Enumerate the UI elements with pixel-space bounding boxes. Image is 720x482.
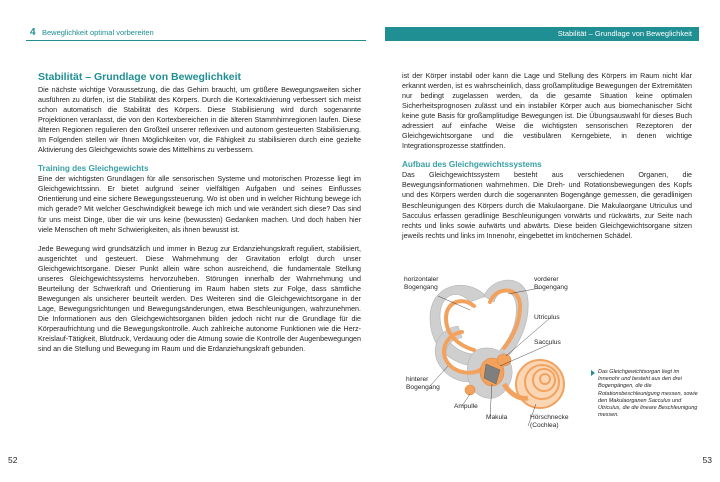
caption-arrow-icon <box>591 370 595 376</box>
label-ampulle: Ampulle <box>454 403 478 410</box>
paragraph: Die nächste wichtige Voraussetzung, die das Gehirn braucht, um größere Bewegungsweiten sicher ausführen zu dürfen, ist die Stabilität des Körpers. Durch die Kortexaktivierung verbessert sich meist schon automatisch die Stabilität des Körpers. Diese Stabilisierung wird durch sogenannte Projektionen veranlasst, die von den Kortexbereichen in die älteren Stammhirnregionen laufen. Diese älteren Regionen regulieren den Großteil unserer reflexiven und autonom gesteuerten Stabilisierung. Im Folgenden stellen wir Ihnen Möglichkeiten vor, die Fähigkeit zu stabilisieren durch eine gezielte Aktivierung des Gleichgewichts sowie des Mittelhirns zu verbessern. <box>38 86 361 155</box>
main-heading: Stabilität – Grundlage von Beweglichkeit <box>38 71 242 83</box>
section-title: Stabilität – Grundlage von Beweglichkeit <box>557 29 692 38</box>
page-number-left: 52 <box>8 455 18 465</box>
running-header-left <box>26 27 366 41</box>
label-hinterer-bogengang: hinterer Bogengang <box>406 376 440 391</box>
subheading-aufbau: Aufbau des Gleichgewichtssystems <box>402 160 542 170</box>
figure-caption <box>598 369 698 419</box>
subheading-training: Training des Gleichgewichts <box>38 164 149 174</box>
chapter-title: Beweglichkeit optimal vorbereiten <box>42 28 154 37</box>
chapter-number: 4 <box>30 27 36 38</box>
label-vorderer-bogengang: vorderer Bogengang <box>534 276 568 291</box>
caption-text: Das Gleichgewichtsorgan liegt im Innenohr und besteht aus den drei Bogengängen, die die Rotationsbeschleunigung messen, sowie den Makulaorganen Sacculus und Utriculus, die die lineare Beschleunigung messen. <box>598 369 698 419</box>
right-page-text <box>402 71 692 241</box>
label-utriculus: Utriculus <box>534 314 560 321</box>
paragraph: Eine der wichtigsten Grundlagen für alle sensorischen Systeme und motorischen Prozesse liegt im Gleichgewichtssinn. Er bietet aufgrund seiner vielfältigen Aufgaben und seines Einflusses Orientierung und eine sichere Bewegungssteuerung. Wo ist oben und in welcher Richtung bewege ich mich gerade? Mit welcher Geschwindigkeit bewege ich mich und wie verändert sich diese? Das sind für uns meist Dinge, über die wir uns keine (bewussten) Gedanken machen. Und doch haben hier viele Menschen oft mehr Schwierigkeiten, als ihnen bewusst ist. <box>38 175 361 234</box>
running-header-right <box>385 27 699 41</box>
label-makula: Makula <box>486 414 508 421</box>
paragraph: Jede Bewegung wird grundsätzlich und immer in Bezug zur Erdanziehungskraft reguliert, stabilisiert, ausgerichtet und gesteuert. Diese Wahrnehmung der Gravitation erfolgt durch unser Gleichgewichtsorgane. Dieser Punkt allein wäre schon ausreichend, die fundamentale Stellung unseres Gleichgewichtssystems hervorzuheben. Störungen innerhalb der Wahrnehmung und Beurteilung der Schwerkraft und Orientierung im Raum haben stets zur Folge, dass sämtliche Bewegungen als unsicherer beurteilt werden. Des Weiteren sind die Gleichgewichtsorgane in der Lage, Bewegungsrichtungen und Bewegungsänderungen, etwa Beschleunigungen, wahrzunehmen. Die Informationen aus den Gleichgewichtsorganen bilden jedoch nicht nur die Grundlage für die Körperaufrichtung und die Bewegungskontrolle. Auch zahlreiche autonome Funktionen wie die Herz-Kreislauf-Tätigkeit, Blutdruck, Verdauung oder die Atmung sowie die Kontrolle der Augenbewegungen sind an die Stellung und Bewegung im Raum und die Erdanziehungskraft gebunden. <box>38 244 361 354</box>
page-number-right: 53 <box>702 455 712 465</box>
paragraph: Das Gleichgewichtssystem besteht aus verschiedenen Organen, die Bewegungsinformationen wahrnehmen. Die Dreh- und Rotationsbewegungen des Kopfs und des Körpers werden durch die sogenannten Bogengänge gemessen, die geradlinigen Beschleunigungen des Körpers durch die Makulaorgane. Die Makulaorgane Utriculus und Sacculus erfassen geradlinige Beschleunigungen vorwärts und rückwärts, zur Seite nach rechts und links sowie aufwärts und abwärts. Diese beiden Gleichgewichtsorgane sitzen jeweils rechts und links im Innenohr, eingebettet im knöchernen Schädel. <box>402 171 692 240</box>
label-sacculus: Sacculus <box>534 339 561 346</box>
label-horizontaler-bogengang: horizontaler Bogengang <box>404 276 439 291</box>
inner-ear-figure <box>400 266 600 446</box>
paragraph: ist der Körper instabil oder kann die Lage und Stellung des Körpers im Raum nicht klar erkannt werden, ist es wahrscheinlich, dass großamplitudige Bewegungen der Extremitäten nur bedingt zugelassen werden, da die gesamte Situation keine optimalen Sicherheitsprognosen zulässt und ein instabiler Körper auch aus biomechanischer Sicht keine gute Basis für großamplitudige Bewegungen ist. Die Übungsauswahl für dieses Buch adressiert auf einfache Weise die wichtigsten sensorischen Rezeptoren der Gleichgewichtsorgane und die vestibulären Kerngebiete, in denen wichtige Integrationsprozesse stattfinden. <box>402 72 692 151</box>
label-cochlea: Hörschnecke (Cochlea) <box>530 414 569 429</box>
left-page-text <box>38 70 361 354</box>
